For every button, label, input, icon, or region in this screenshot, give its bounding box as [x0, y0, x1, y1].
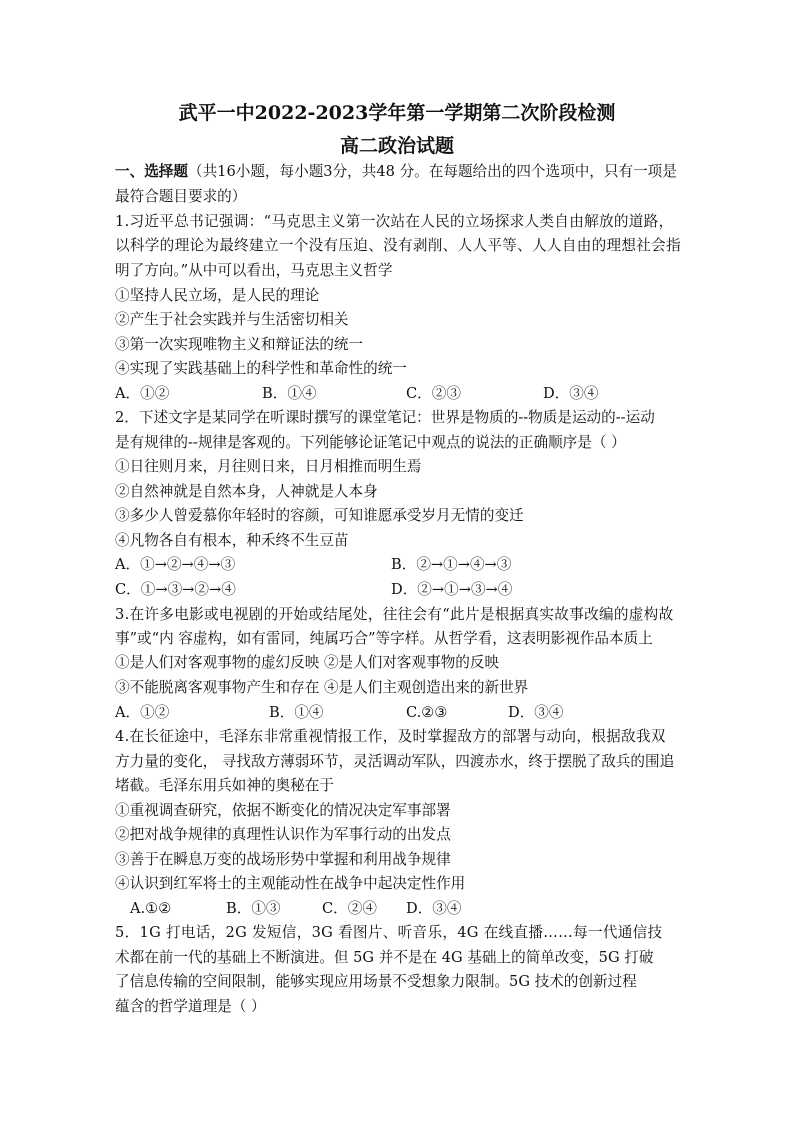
q3-item-1-2: ①是人们对客观事物的虚幻反映 ②是人们对客观事物的反映 — [115, 654, 500, 671]
q4-choice-d: D．③④ — [406, 900, 462, 917]
section-instructions — [115, 162, 683, 182]
section-heading: 一、选择题 — [115, 163, 188, 180]
q2-item-1: ①日往则月来，月往则日来，日月相推而明生焉 — [115, 458, 422, 475]
q2-item-4: ④凡物各自有根本，种禾终不生豆苗 — [115, 532, 349, 549]
q1-choice-c: C．②③ — [406, 385, 461, 402]
q2-choice-d: D．②→①→③→④ — [391, 581, 513, 598]
q4-choice-c: C．②④ — [322, 900, 377, 917]
q5-stem-line1: 5．1G 打电话，2G 发短信，3G 看图片、听音乐，4G 在线直播……每一代通信技 — [115, 924, 663, 941]
q5-stem-line3: 了信息传输的空间限制，能够实现应用场景不受想象力限制。5G 技术的创新过程 — [115, 973, 637, 990]
q2-item-3: ③多少人曾爱慕你年轻时的容颜，可知谁愿承受岁月无情的变迁 — [115, 507, 524, 524]
q3-choice-c: C.②③ — [406, 704, 448, 721]
q1-item-4: ④实现了实践基础上的科学性和革命性的统一 — [115, 360, 407, 377]
q1-stem-line3: 明了方向。”从中可以看出，马克思主义哲学 — [115, 262, 393, 279]
exam-subtitle: 高二政治试题 — [339, 135, 454, 157]
section-instructions-line1: （共16小题，每小题3分，共48 分。在每题给出的四个选项中，只有一项是 — [187, 163, 677, 180]
q4-item-1: ①重视调查研究，依据不断变化的情况决定军事部署 — [115, 802, 451, 819]
q3-item-3-4: ③不能脱离客观事物产生和存在 ④是人们主观创造出来的新世界 — [115, 679, 529, 696]
q5-stem-line4: 蕴含的哲学道理是（ ） — [115, 998, 266, 1015]
q1-item-2: ②产生于社会实践并与生活密切相关 — [115, 311, 349, 328]
q1-choice-a: A．①② — [115, 385, 170, 402]
q3-choice-b: B．①④ — [269, 704, 324, 721]
q4-stem-line3: 堵截。毛泽东用兵如神的奥秘在于 — [115, 777, 334, 794]
q1-choice-d: D．③④ — [543, 385, 599, 402]
q1-item-3: ③第一次实现唯物主义和辩证法的统一 — [115, 336, 364, 353]
q2-stem-line1: 2．下述文字是某同学在听课时撰写的课堂笔记：世界是物质的--物质是运动的--运动 — [115, 409, 655, 426]
q1-stem-line1: 1.习近平总书记强调：“马克思主义第一次站在人民的立场探求人类自由解放的道路， — [115, 213, 674, 230]
q2-stem-line2: 是有规律的--规律是客观的。下列能够论证笔记中观点的说法的正确顺序是（ ） — [115, 434, 626, 451]
q4-choice-b: B．①③ — [226, 900, 281, 917]
q2-item-2: ②自然神就是自然本身，人神就是人本身 — [115, 483, 378, 500]
q4-choice-a: A.①② — [130, 900, 172, 917]
exam-title: 武平一中2022-2023学年第一学期第二次阶段检测 — [178, 102, 616, 124]
q4-stem-line2: 方力量的变化， 寻找敌方薄弱环节，灵活调动军队，四渡赤水，终于摆脱了敌兵的围追 — [115, 753, 675, 770]
q3-stem-line2: 事”或“内 容虚构，如有雷同，纯属巧合”等字样。从哲学看，这表明影视作品本质上 — [115, 630, 653, 647]
q1-stem-line2: 以科学的理论为最终建立一个没有压迫、没有剥削、人人平等、人人自由的理想社会指 — [115, 237, 681, 254]
q1-item-1: ①坚持人民立场，是人民的理论 — [115, 287, 320, 304]
q4-stem-line1: 4.在长征途中，毛泽东非常重视情报工作，及时掌握敌方的部署与动向，根据敌我双 — [115, 728, 666, 745]
q4-item-2: ②把对战争规律的真理性认识作为军事行动的出发点 — [115, 826, 451, 843]
q3-choice-a: A．①② — [115, 704, 170, 721]
q5-stem-line2: 术都在前一代的基础上不断演进。但 5G 并不是在 4G 基础上的简单改变，5G 打破 — [115, 949, 654, 966]
q2-choice-c: C．①→③→②→④ — [115, 581, 236, 598]
q1-choice-b: B．①④ — [262, 385, 317, 402]
q3-choice-d: D．③④ — [508, 704, 564, 721]
q2-choice-b: B．②→①→④→③ — [391, 556, 512, 573]
section-instructions-line2: 最符合题目要求的） — [115, 188, 247, 205]
q2-choice-a: A．①→②→④→③ — [115, 556, 236, 573]
q4-item-4: ④认识到红军将士的主观能动性在战争中起决定性作用 — [115, 875, 466, 892]
q4-item-3: ③善于在瞬息万变的战场形势中掌握和利用战争规律 — [115, 851, 451, 868]
q3-stem-line1: 3.在许多电影或电视剧的开始或结尾处，往往会有“此片是根据真实故事改编的虚构故 — [115, 606, 674, 623]
